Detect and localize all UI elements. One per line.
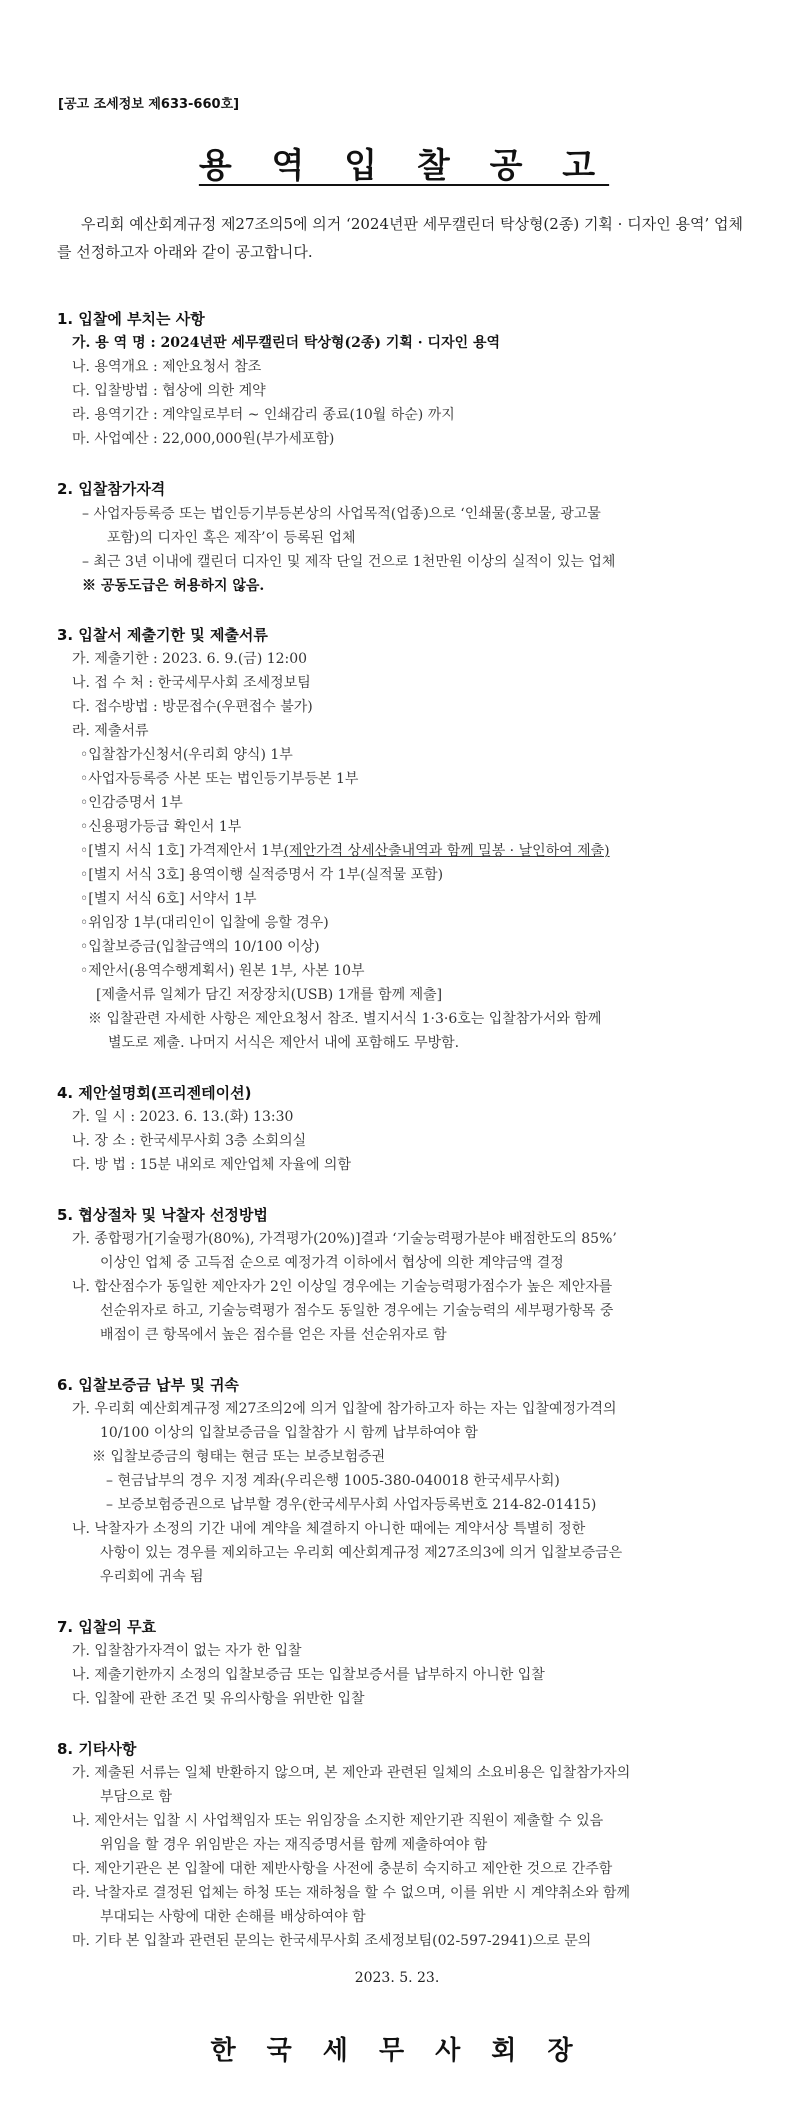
s3-doc-3: ◦인감증명서 1부 <box>80 795 183 811</box>
issuer-signature: 한 국 세 무 사 회 장 <box>210 2036 584 2066</box>
s3-usb-note: [제출서류 일체가 담긴 저장장치(USB) 1개를 함께 제출] <box>96 987 443 1003</box>
s5-item-1: 가. 종합평가[기술평가(80%), 가격평가(20%)]결과 ‘기술능력평가분야 배점한도의 85%’ <box>72 1231 617 1247</box>
s8-item-1: 가. 제출된 서류는 일체 반환하지 않으며, 본 제안과 관련된 일체의 소요비용은 입찰참가자의 <box>72 1765 631 1781</box>
s6-cash: – 현금납부의 경우 지정 계좌(우리은행 1005-380-040018 한국세무사회) <box>106 1473 560 1489</box>
s5-item-1-cont: 이상인 업체 중 고득점 순으로 예정가격 이하에서 협상에 의한 계약금액 결정 <box>100 1255 564 1271</box>
s1-item-1: 가. 용 역 명 : 2024년판 세무캘린더 탁상형(2종) 기획 · 디자인 용역 <box>72 335 501 351</box>
s3-doc-6: ◦[별지 서식 3호] 용역이행 실적증명서 각 1부(실적물 포함) <box>80 867 444 883</box>
s8-item-2: 나. 제안서는 입찰 시 사업책임자 또는 위임장을 소지한 제안기관 직원이 제출할 수 있음 <box>72 1813 604 1829</box>
s7-item-1: 가. 입찰참가자격이 없는 자가 한 입찰 <box>72 1643 302 1659</box>
s6-note: ※ 입찰보증금의 형태는 현금 또는 보증보험증권 <box>92 1449 386 1465</box>
title-text: 용 역 입 찰 공 고 <box>198 146 610 186</box>
s1-item-4: 라. 용역기간 : 계약일로부터 ~ 인쇄감리 종료(10월 하순) 까지 <box>72 407 455 423</box>
s3-item-1: 가. 제출기한 : 2023. 6. 9.(금) 12:00 <box>72 651 308 667</box>
s4-item-3: 다. 방 법 : 15분 내외로 제안업체 자율에 의함 <box>72 1157 351 1173</box>
s3-note-cont: 별도로 제출. 나머지 서식은 제안서 내에 포함해도 무방함. <box>108 1035 460 1051</box>
section-2-title: 2. 입찰참가자격 <box>57 480 166 498</box>
s3-item-2: 나. 접 수 처 : 한국세무사회 조세정보팀 <box>72 675 311 691</box>
s8-item-5: 마. 기타 본 입찰과 관련된 문의는 한국세무사회 조세정보팀(02-597-2941)으로 문의 <box>72 1933 592 1949</box>
s6-item-1: 가. 우리회 예산회계규정 제27조의2에 의거 입찰에 참가하고자 하는 자는 입찰예정가격의 <box>72 1401 617 1417</box>
s3-doc-5-underline: (제안가격 상세산출내역과 함께 밀봉 · 날인하여 제출) <box>283 843 610 859</box>
s3-doc-8: ◦위임장 1부(대리인이 입찰에 응할 경우) <box>80 915 329 931</box>
s8-item-4: 라. 낙찰자로 결정된 업체는 하청 또는 재하청을 할 수 없으며, 이를 위반 시 계약취소와 함께 <box>72 1885 631 1901</box>
s6-item-2-cont-2: 우리회에 귀속 됨 <box>100 1569 204 1585</box>
s6-item-1-cont: 10/100 이상의 입찰보증금을 입찰참가 시 함께 납부하여야 함 <box>100 1425 478 1441</box>
s1-item-5: 마. 사업예산 : 22,000,000원(부가세포함) <box>72 431 335 447</box>
s8-item-1-cont: 부담으로 함 <box>100 1789 173 1805</box>
section-5-title: 5. 협상절차 및 낙찰자 선정방법 <box>57 1206 268 1224</box>
s4-item-1: 가. 일 시 : 2023. 6. 13.(화) 13:30 <box>72 1109 294 1125</box>
s3-doc-1: ◦입찰참가신청서(우리회 양식) 1부 <box>80 747 293 763</box>
s1-item-2: 나. 용역개요 : 제안요청서 참조 <box>72 359 262 375</box>
s6-insurance: – 보증보험증권으로 납부할 경우(한국세무사회 사업자등록번호 214-82-01415) <box>106 1497 597 1513</box>
s2-item-1: – 사업자등록증 또는 법인등기부등본상의 사업목적(업종)으로 ‘인쇄물(홍보물, 광고물 <box>82 506 601 522</box>
s2-note: ※ 공동도급은 허용하지 않음. <box>82 578 265 594</box>
s8-item-4-cont: 부대되는 사항에 대한 손해를 배상하여야 함 <box>100 1909 366 1925</box>
s8-item-2-cont: 위임을 할 경우 위임받은 자는 재직증명서를 함께 제출하여야 함 <box>100 1837 488 1853</box>
s3-doc-4: ◦신용평가등급 확인서 1부 <box>80 819 242 835</box>
section-6-title: 6. 입찰보증금 납부 및 귀속 <box>57 1376 239 1394</box>
s3-doc-5: ◦[별지 서식 1호] 가격제안서 1부(제안가격 상세산출내역과 함께 밀봉 · 날인하여 제출) <box>80 843 610 859</box>
section-1-title: 1. 입찰에 부치는 사항 <box>57 310 205 328</box>
s7-item-2: 나. 제출기한까지 소정의 입찰보증금 또는 입찰보증서를 납부하지 아니한 입찰 <box>72 1667 545 1683</box>
s2-item-2: – 최근 3년 이내에 캘린더 디자인 및 제작 단일 건으로 1천만원 이상의 실적이 있는 업체 <box>82 554 616 570</box>
section-8-title: 8. 기타사항 <box>57 1740 137 1758</box>
s3-doc-2: ◦사업자등록증 사본 또는 법인등기부등본 1부 <box>80 771 359 787</box>
s6-item-2-cont-1: 사항이 있는 경우를 제외하고는 우리회 예산회계규정 제27조의3에 의거 입찰보증금은 <box>100 1545 623 1561</box>
s3-doc-7: ◦[별지 서식 6호] 서약서 1부 <box>80 891 257 907</box>
s7-item-3: 다. 입찰에 관한 조건 및 유의사항을 위반한 입찰 <box>72 1691 365 1707</box>
s4-item-2: 나. 장 소 : 한국세무사회 3층 소회의실 <box>72 1133 307 1149</box>
section-3-title: 3. 입찰서 제출기한 및 제출서류 <box>57 626 268 644</box>
notice-date: 2023. 5. 23. <box>354 1970 440 1986</box>
s6-item-2: 나. 낙찰자가 소정의 기간 내에 계약을 체결하지 아니한 때에는 계약서상 특별히 정한 <box>72 1521 586 1537</box>
s5-item-2-cont-2: 배점이 큰 항목에서 높은 점수를 얻은 자를 선순위자로 함 <box>100 1327 447 1343</box>
s3-note: ※ 입찰관련 자세한 사항은 제안요청서 참조. 별지서식 1·3·6호는 입찰참가서와 함께 <box>88 1011 602 1027</box>
notice-number: [공고 조세정보 제633-660호] <box>58 97 240 112</box>
page-title <box>0 138 794 187</box>
s1-item-3: 다. 입찰방법 : 협상에 의한 계약 <box>72 383 266 399</box>
s2-item-1-cont: 포함)의 디자인 혹은 제작’이 등록된 업체 <box>107 530 356 546</box>
s3-item-3: 다. 접수방법 : 방문접수(우편접수 불가) <box>72 699 313 715</box>
s3-doc-10: ◦제안서(용역수행계획서) 원본 1부, 사본 10부 <box>80 963 365 979</box>
s8-item-3: 다. 제안기관은 본 입찰에 대한 제반사항을 사전에 충분히 숙지하고 제안한 것으로 간주함 <box>72 1861 613 1877</box>
s5-item-2: 나. 합산점수가 동일한 제안자가 2인 이상일 경우에는 기술능력평가점수가 높은 제안자를 <box>72 1279 613 1295</box>
section-7-title: 7. 입찰의 무효 <box>57 1618 157 1636</box>
s3-doc-9: ◦입찰보증금(입찰금액의 10/100 이상) <box>80 939 320 955</box>
s3-item-4: 라. 제출서류 <box>72 723 149 739</box>
section-4-title: 4. 제안설명회(프리젠테이션) <box>57 1084 252 1102</box>
intro-paragraph: 우리회 예산회계규정 제27조의5에 의거 ‘2024년판 세무캘린더 탁상형(2종) 기획 · 디자인 용역’ 업체를 선정하고자 아래와 같이 공고합니다. <box>57 215 743 261</box>
s5-item-2-cont-1: 선순위자로 하고, 기술능력평가 점수도 동일한 경우에는 기술능력의 세부평가항목 중 <box>100 1303 614 1319</box>
